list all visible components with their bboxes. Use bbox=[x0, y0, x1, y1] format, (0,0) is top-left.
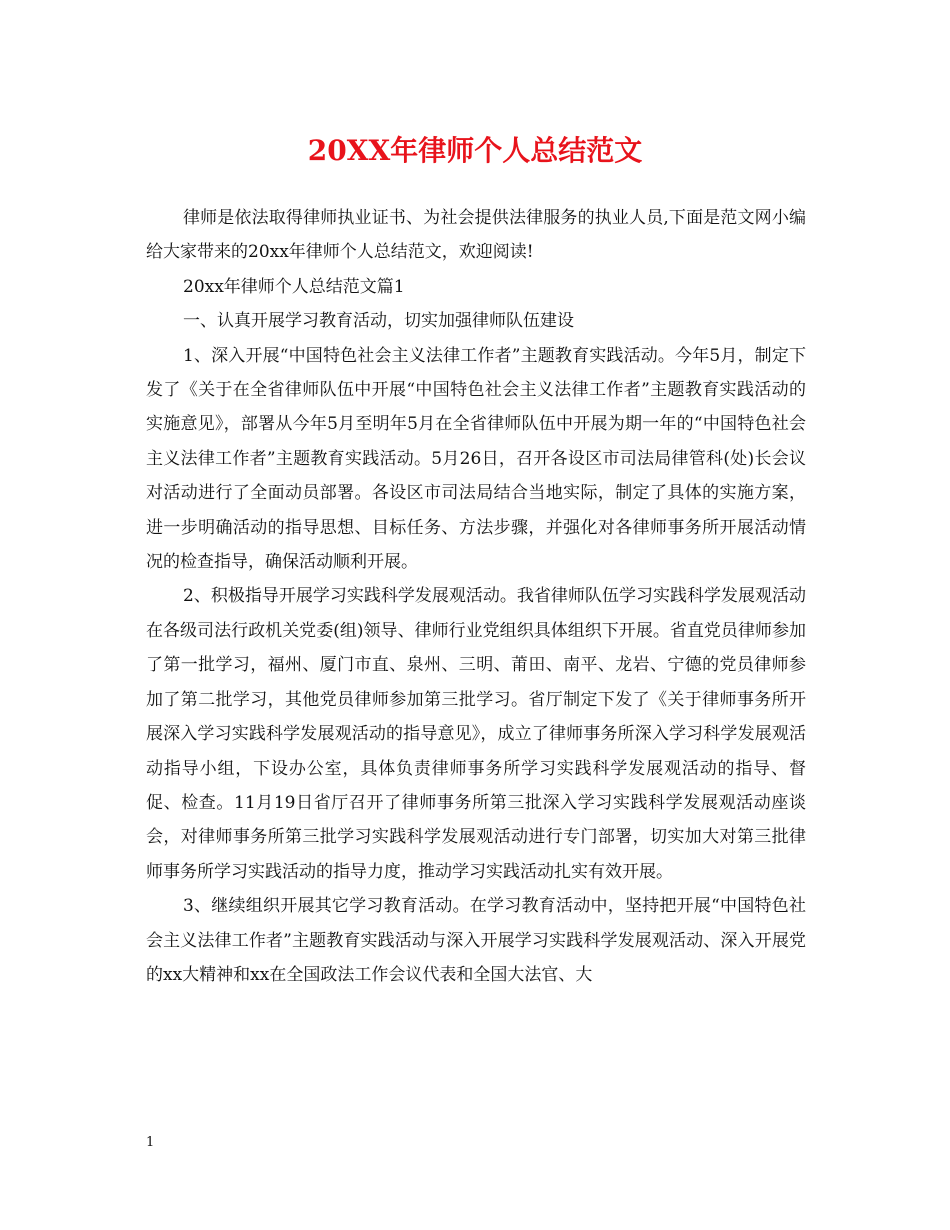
section-heading: 一、认真开展学习教育活动，切实加强律师队伍建设 bbox=[183, 311, 574, 332]
paragraph-intro: 律师是依法取得律师执业证书、为社会提供法律服务的执业人员,下面是范文网小编给大家带来的20xx年律师个人总结范文，欢迎阅读! bbox=[146, 208, 806, 263]
document-body bbox=[146, 201, 806, 992]
paragraph-item-3: 3、继续组织开展其它学习教育活动。在学习教育活动中，坚持把开展“中国特色社会主义法律工作者”主题教育实践活动与深入开展学习实践科学发展观活动、深入开展党的xx大精神和xx在全国政法工作会议代表和全国大法官、大 bbox=[146, 896, 806, 985]
paragraph-item-1: 1、深入开展“中国特色社会主义法律工作者”主题教育实践活动。今年5月，制定下发了《关于在全省律师队伍中开展“中国特色社会主义法律工作者”主题教育实践活动的实施意见》，部署从今年5月至明年5月在全省律师队伍中开展为期一年的“中国特色社会主义法律工作者”主题教育实践活动。5月26日，召开各设区市司法局律管科(处)长会议对活动进行了全面动员部署。各设区市司法局结合当地实际，制定了具体的实施方案，进一步明确活动的指导思想、目标任务、方法步骤，并强化对各律师事务所开展活动情况的检查指导，确保活动顺利开展。 bbox=[146, 345, 806, 573]
paragraph-item-2: 2、积极指导开展学习实践科学发展观活动。我省律师队伍学习实践科学发展观活动在各级司法行政机关党委(组)领导、律师行业党组织具体组织下开展。省直党员律师参加了第一批学习，福州、厦门市直、泉州、三明、莆田、南平、龙岩、宁德的党员律师参加了第二批学习，其他党员律师参加第三批学习。省厅制定下发了《关于律师事务所开展深入学习实践科学发展观活动的指导意见》，成立了律师事务所深入学习科学发展观活动指导小组，下设办公室，具体负责律师事务所学习实践科学发展观活动的指导、督促、检查。11月19日省厅召开了律师事务所第三批深入学习实践科学发展观活动座谈会，对律师事务所第三批学习实践科学发展观活动进行专门部署，切实加大对第三批律师事务所学习实践活动的指导力度，推动学习实践活动扎实有效开展。 bbox=[146, 586, 806, 882]
page-title: 20XX年律师个人总结范文 bbox=[307, 134, 643, 167]
paragraph-subtitle: 20xx年律师个人总结范文篇1 bbox=[183, 276, 405, 297]
page-number: 1 bbox=[146, 1135, 155, 1150]
